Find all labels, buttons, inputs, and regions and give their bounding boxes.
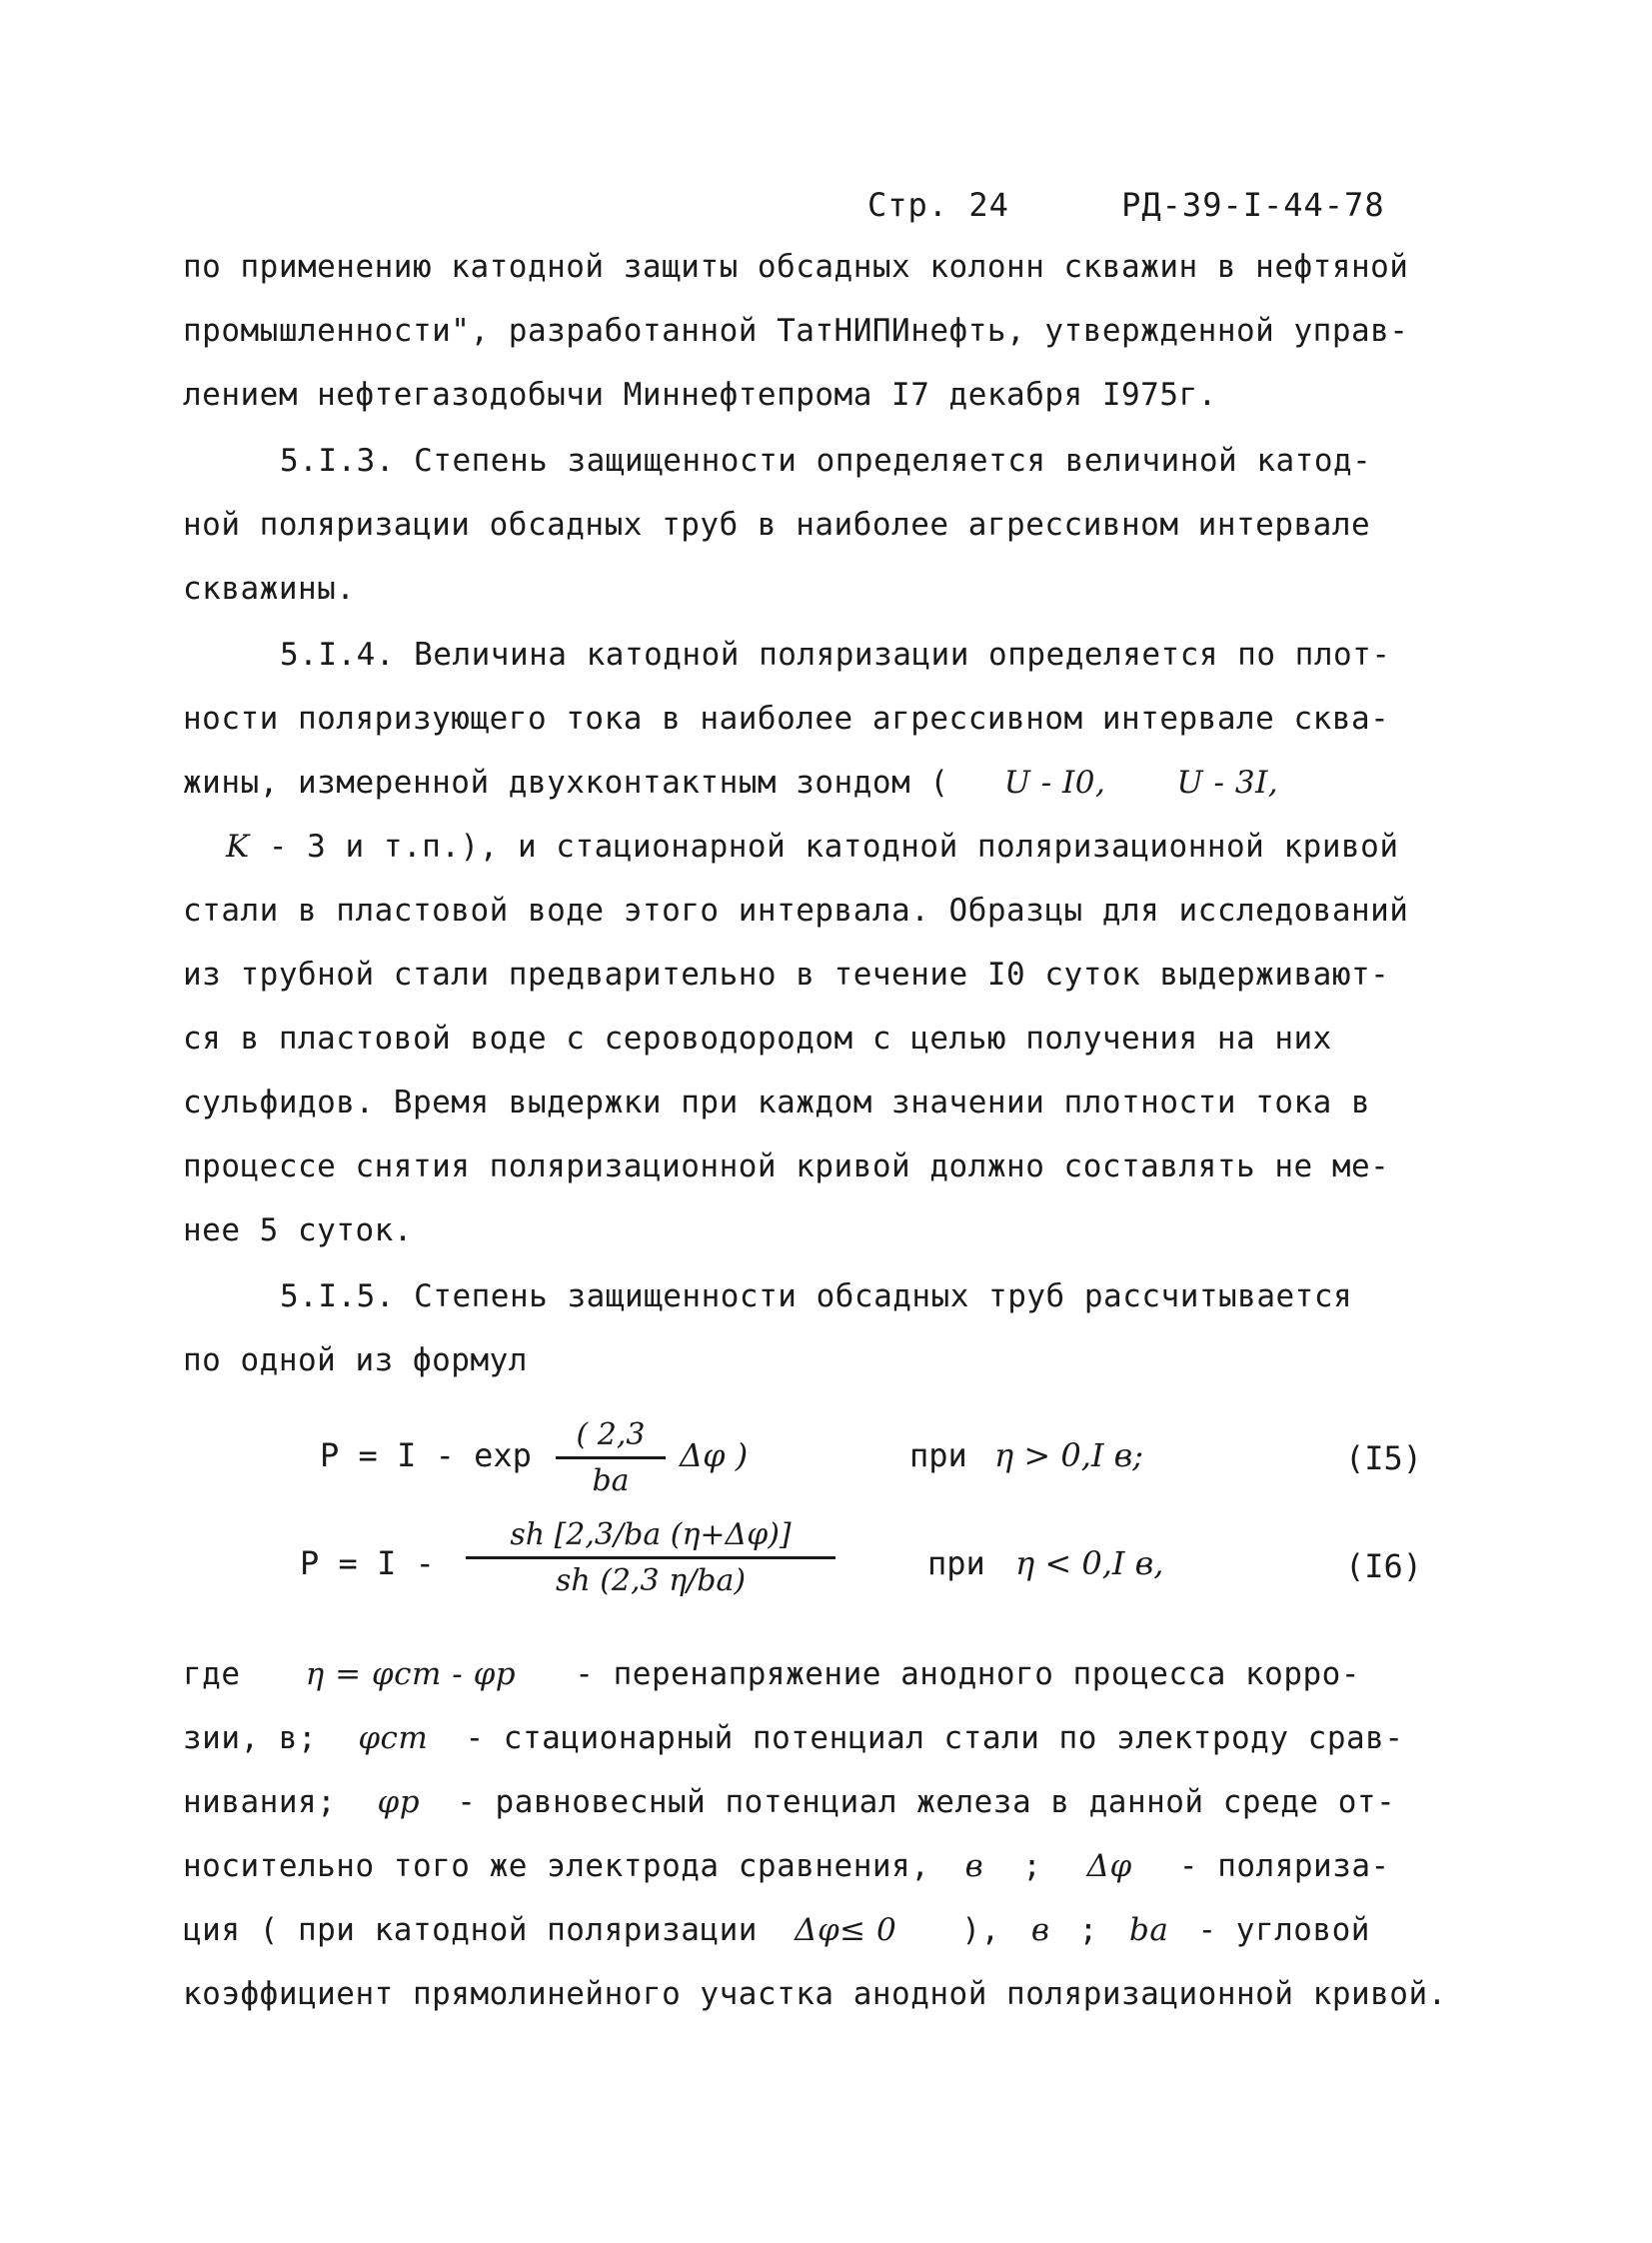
formula-15-lhs: P = I - exp: [320, 1436, 532, 1474]
formula-15-denominator: ba: [592, 1463, 630, 1498]
text-segment: где: [183, 1656, 241, 1692]
text-line: сульфидов. Время выдержки при каждом значении плотности тока в: [183, 1085, 1371, 1121]
text-segment: зии, в;: [183, 1720, 318, 1756]
formula-16-fraction: [466, 1517, 835, 1598]
handwritten-overvoltage-expr: η = φст - φр: [305, 1656, 517, 1692]
handwritten-phi-r: φр: [377, 1784, 421, 1820]
definition-line: [183, 1656, 1361, 1692]
handwritten-ba: ba: [1128, 1912, 1169, 1948]
text-segment: - 3 и т.п.), и стационарной катодной поляризационной кривой: [268, 829, 1399, 865]
text-line: по применению катодной защиты обсадных колонн скважин в нефтяной: [183, 249, 1409, 285]
formula-15-numerator: ( 2,3: [576, 1417, 646, 1452]
definition-line: [183, 1720, 1404, 1756]
formula-16-number: (I6): [1345, 1547, 1423, 1585]
text-segment: - стационарный потенциал стали по электроду срав-: [465, 1720, 1404, 1756]
text-segment: - поляриза-: [1178, 1848, 1390, 1884]
definition-line: коэффициент прямолинейного участка анодной поляризационной кривой.: [183, 1976, 1447, 2012]
text-line: из трубной стали предварительно в течение I0 суток выдерживают-: [183, 957, 1390, 993]
section-5-1-4-line: 5.I.4. Величина катодной поляризации определяется по плот-: [280, 637, 1391, 673]
text-line: [226, 829, 1399, 865]
formula-16-denominator: sh (2,3 η/ba): [555, 1563, 747, 1598]
handwritten-unit-v: в: [964, 1848, 984, 1884]
text-segment: - перенапряжение анодного процесса корро-: [575, 1656, 1361, 1692]
handwritten-delta-phi: Δφ: [1086, 1848, 1132, 1884]
text-line: скважины.: [183, 571, 356, 607]
text-segment: - равновесный потенциал железа в данной среде от-: [457, 1784, 1396, 1820]
handwritten-probe-2: U - 3I,: [1176, 765, 1279, 801]
text-segment: - угловой: [1197, 1912, 1370, 1948]
handwritten-phi-st: φст: [358, 1720, 429, 1756]
text-segment: нивания;: [183, 1784, 337, 1820]
text-line: лением нефтегазодобычи Миннефтепрома I7 декабря I975г.: [183, 377, 1217, 413]
text-segment: ция ( при катодной поляризации: [183, 1912, 758, 1948]
text-line: процессе снятия поляризационной кривой должно составлять не ме-: [183, 1148, 1390, 1184]
text-line: [183, 765, 1279, 801]
fraction-bar: [466, 1556, 835, 1559]
text-segment: жины, измеренной двухконтактным зондом (: [183, 765, 949, 801]
formula-15-tail: Δφ ): [680, 1436, 749, 1474]
formula-16-condition: η < 0,I в,: [1015, 1544, 1164, 1582]
text-line: ся в пластовой воде с сероводородом с целью получения на них: [183, 1021, 1332, 1057]
text-line: нее 5 суток.: [183, 1212, 413, 1248]
handwritten-delta-phi-condition: Δφ≤ 0: [795, 1912, 897, 1948]
text-line: ности поляризующего тока в наиболее агрессивном интервале сква-: [183, 701, 1390, 737]
text-line: промышленности", разработанной ТатНИПИнефть, утвержденной управ-: [183, 313, 1409, 349]
text-segment: ;: [1022, 1848, 1042, 1884]
definition-line: [183, 1848, 1390, 1884]
formula-15-number: (I5): [1345, 1439, 1423, 1477]
text-line: по одной из формул: [183, 1342, 528, 1378]
definition-line: [183, 1784, 1396, 1820]
formula-16-numerator: sh [2,3/ba (η+Δφ)]: [510, 1517, 792, 1552]
text-segment: ;: [1078, 1912, 1098, 1948]
handwritten-probe-1: U - I0,: [1003, 765, 1106, 801]
formula-15-condition-word: при: [909, 1436, 967, 1474]
page-number: Стр. 24: [867, 186, 1009, 224]
text-segment: ),: [961, 1912, 1000, 1948]
formula-15-fraction: [556, 1417, 666, 1498]
document-code: РД-39-I-44-78: [1121, 186, 1385, 224]
page-header: [867, 186, 1385, 224]
handwritten-probe-3: K: [226, 829, 250, 865]
text-segment: носительно того же электрода сравнения,: [183, 1848, 930, 1884]
text-line: стали в пластовой воде этого интервала. Образцы для исследований: [183, 893, 1409, 929]
text-line: ной поляризации обсадных труб в наиболее агрессивном интервале: [183, 507, 1371, 543]
section-5-1-5-line: 5.I.5. Степень защищенности обсадных труб рассчитывается: [280, 1278, 1353, 1314]
handwritten-unit-v: в: [1030, 1912, 1050, 1948]
formula-16-condition-word: при: [927, 1544, 985, 1582]
fraction-bar: [556, 1456, 666, 1459]
formula-15-condition: η > 0,I в;: [994, 1436, 1144, 1474]
section-5-1-3-line: 5.I.3. Степень защищенности определяется величиной катод-: [280, 443, 1372, 479]
definition-line: [183, 1912, 1370, 1948]
formula-16-lhs: P = I -: [300, 1544, 435, 1582]
